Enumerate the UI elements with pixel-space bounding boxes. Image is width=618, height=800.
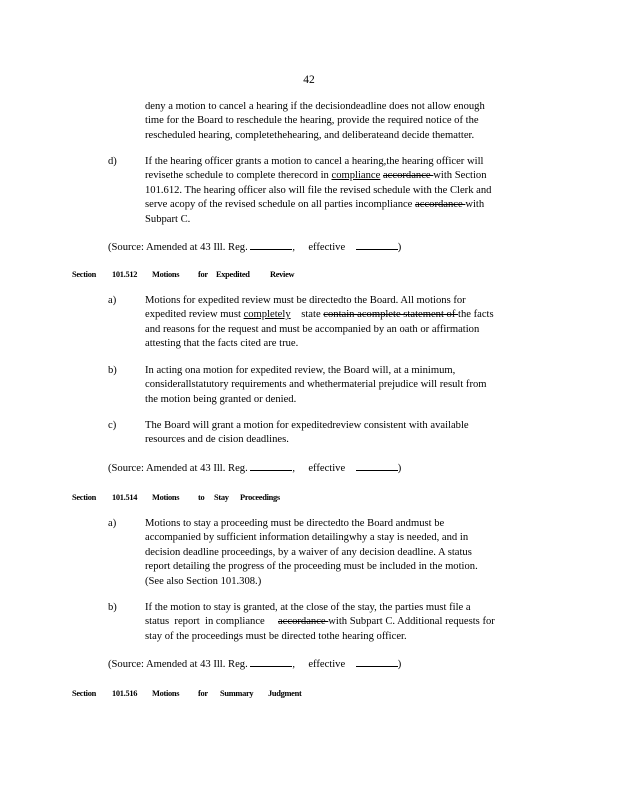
- continued-paragraph: [145, 100, 529, 143]
- paragraph-d: [145, 155, 529, 227]
- page-number: 42: [303, 74, 315, 86]
- text-line: status report in compliance accordance with Subpart C. Additional requests for: [145, 616, 495, 628]
- struck-text: accordance: [415, 199, 466, 211]
- inserted-text: completely: [243, 309, 291, 321]
- text-line: If the motion to stay is granted, at the close of the stay, the parties must file a: [145, 602, 471, 613]
- text-line: and reasons for the request and must be accompanied by an oath or affirmation: [145, 323, 480, 335]
- text-line: deny a motion to cancel a hearing if the decisiondeadline does not allow enough: [145, 101, 485, 112]
- text-line: considerallstatutory requirements and whethermaterial prejudice will result from: [145, 379, 487, 391]
- text-line: revisethe schedule to complete therecord in compliance accordance with Section: [145, 170, 487, 182]
- text-line: resources and de cision deadlines.: [145, 434, 289, 446]
- text-line: 101.612. The hearing officer also will file the revised schedule with the Clerk and: [145, 184, 492, 196]
- section-heading-516: Section 101.516 Motions for Summary Judgment: [72, 689, 302, 698]
- paragraph-label-d: d): [108, 156, 117, 167]
- paragraph-514b: [145, 601, 529, 644]
- section-heading-512: Section 101.512 Motions for Expedited Review: [72, 270, 295, 279]
- text-line: serve acopy of the revised schedule on all parties incompliance accordance with: [145, 199, 485, 211]
- text-line: report detailing the progress of the proceeding must be included in the motion.: [145, 561, 478, 573]
- text-line: Subpart C.: [145, 213, 191, 225]
- text-line: the motion being granted or denied.: [145, 393, 297, 405]
- paragraph-label-c: c): [108, 420, 117, 431]
- blank-line: [356, 461, 398, 471]
- text-line: accompanied by sufficient information detailingwhy a stay is needed, and in: [145, 532, 469, 544]
- paragraph-512a: [145, 294, 529, 352]
- section-heading-514: Section 101.514 Motions to Stay Proceedings: [72, 493, 280, 502]
- paragraph-512b: [145, 364, 529, 407]
- source-note: (Source: Amended at 43 Ill. Reg. , effective ): [108, 242, 402, 253]
- paragraph-label-b: b): [108, 602, 117, 613]
- text-line: expedited review must completely state contain acomplete statement of the facts: [145, 309, 494, 321]
- text-line: (See also Section 101.308.): [145, 575, 262, 587]
- paragraph-514a: [145, 517, 529, 589]
- text-line: stay of the proceedings must be directed tothe hearing officer.: [145, 630, 407, 642]
- blank-line: [250, 657, 292, 667]
- blank-line: [356, 240, 398, 250]
- text-line: rescheduled hearing, completethehearing, and deliberateand decide thematter.: [145, 129, 475, 141]
- struck-text: accordance: [382, 170, 434, 182]
- inserted-text: compliance: [331, 170, 381, 182]
- text-line: time for the Board to reschedule the hearing, provide the required notice of the: [145, 115, 479, 127]
- struck-text: contain acomplete statement of: [323, 309, 459, 321]
- source-note: (Source: Amended at 43 Ill. Reg. , effective ): [108, 659, 402, 670]
- text-line: The Board will grant a motion for expeditedreview consistent with available: [145, 420, 469, 431]
- text-line: Motions for expedited review must be directedto the Board. All motions for: [145, 295, 466, 306]
- struck-text: accordance: [277, 616, 329, 628]
- text-line: In acting ona motion for expedited review, the Board will, at a minimum,: [145, 365, 456, 376]
- blank-line: [356, 657, 398, 667]
- paragraph-label-a: a): [108, 295, 117, 306]
- text-line: attesting that the facts cited are true.: [145, 338, 299, 350]
- paragraph-label-b: b): [108, 365, 117, 376]
- paragraph-label-a: a): [108, 518, 117, 529]
- text-line: decision deadline proceedings, by a waiver of any decision deadline. A status: [145, 546, 472, 558]
- blank-line: [250, 240, 292, 250]
- source-note: (Source: Amended at 43 Ill. Reg. , effective ): [108, 463, 402, 474]
- blank-line: [250, 461, 292, 471]
- paragraph-512c: [145, 419, 529, 448]
- text-line: If the hearing officer grants a motion to cancel a hearing,the hearing officer will: [145, 156, 484, 167]
- text-line: Motions to stay a proceeding must be directedto the Board andmust be: [145, 518, 445, 529]
